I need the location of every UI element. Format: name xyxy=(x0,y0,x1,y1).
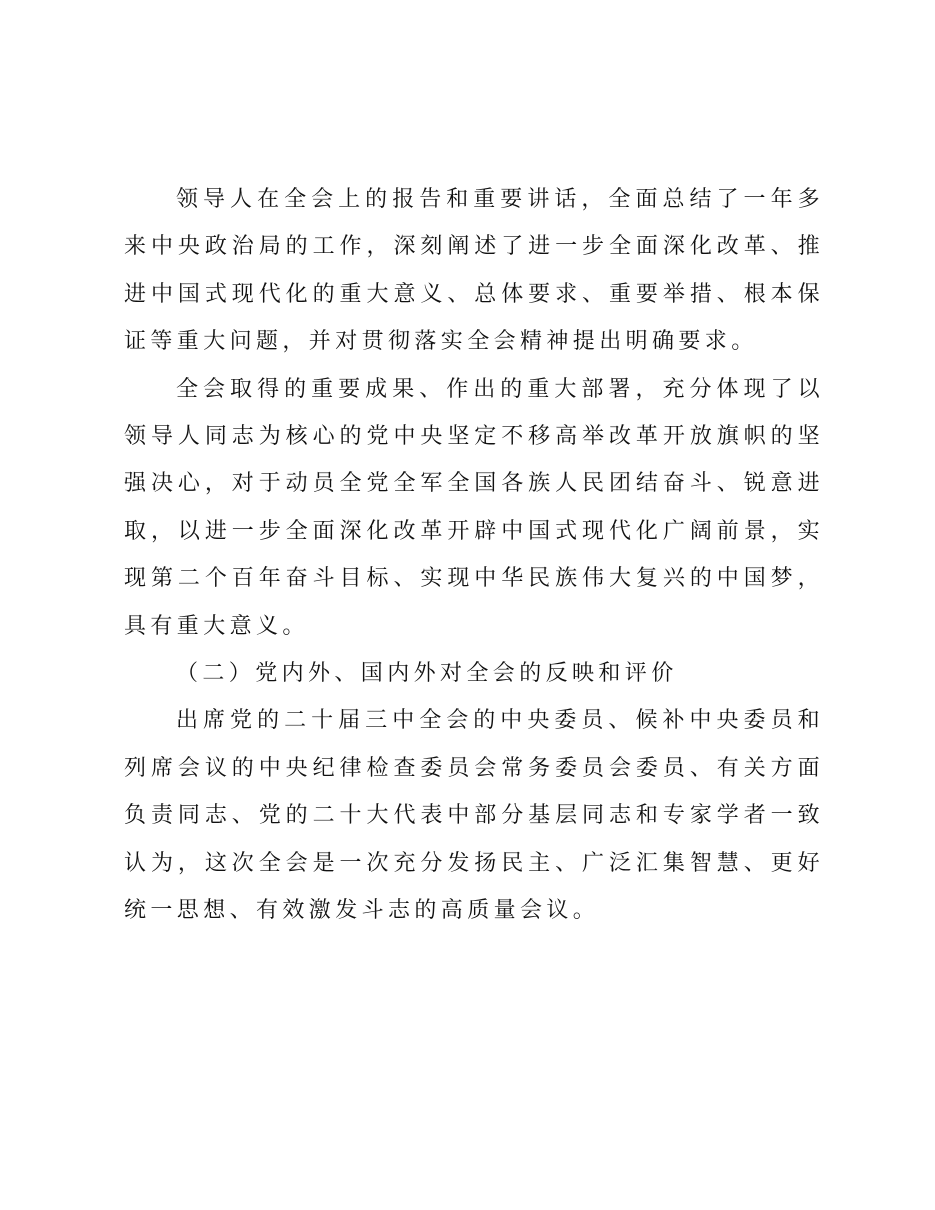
paragraph-plenary-significance: 全会取得的重要成果、作出的重大部署，充分体现了以领导人同志为核心的党中央坚定不移高举改革开放旗帜的坚强决心，对于动员全党全军全国各族人民团结奋斗、锐意进取，以进一步全面深化改革开辟中国式现代化广阔前景，实现第二个百年奋斗目标、实现中华民族伟大复兴的中国梦，具有重大意义。 xyxy=(124,376,824,639)
paragraph-attendee-reactions: 出席党的二十届三中全会的中央委员、候补中央委员和列席会议的中央纪律检查委员会常务委员会委员、有关方面负责同志、党的二十大代表中部分基层同志和专家学者一致认为，这次全会是一次充分发扬民主、广泛汇集智慧、更好统一思想、有效激发斗志的高质量会议。 xyxy=(124,708,824,924)
paragraph-report-summary: 领导人在全会上的报告和重要讲话，全面总结了一年多来中央政治局的工作，深刻阐述了进一步全面深化改革、推进中国式现代化的重大意义、总体要求、重要举措、根本保证等重大问题，并对贯彻落实全会精神提出明确要求。 xyxy=(124,187,824,355)
document-body xyxy=(124,176,824,935)
section-heading: （二）党内外、国内外对全会的反映和评价 xyxy=(176,661,678,687)
